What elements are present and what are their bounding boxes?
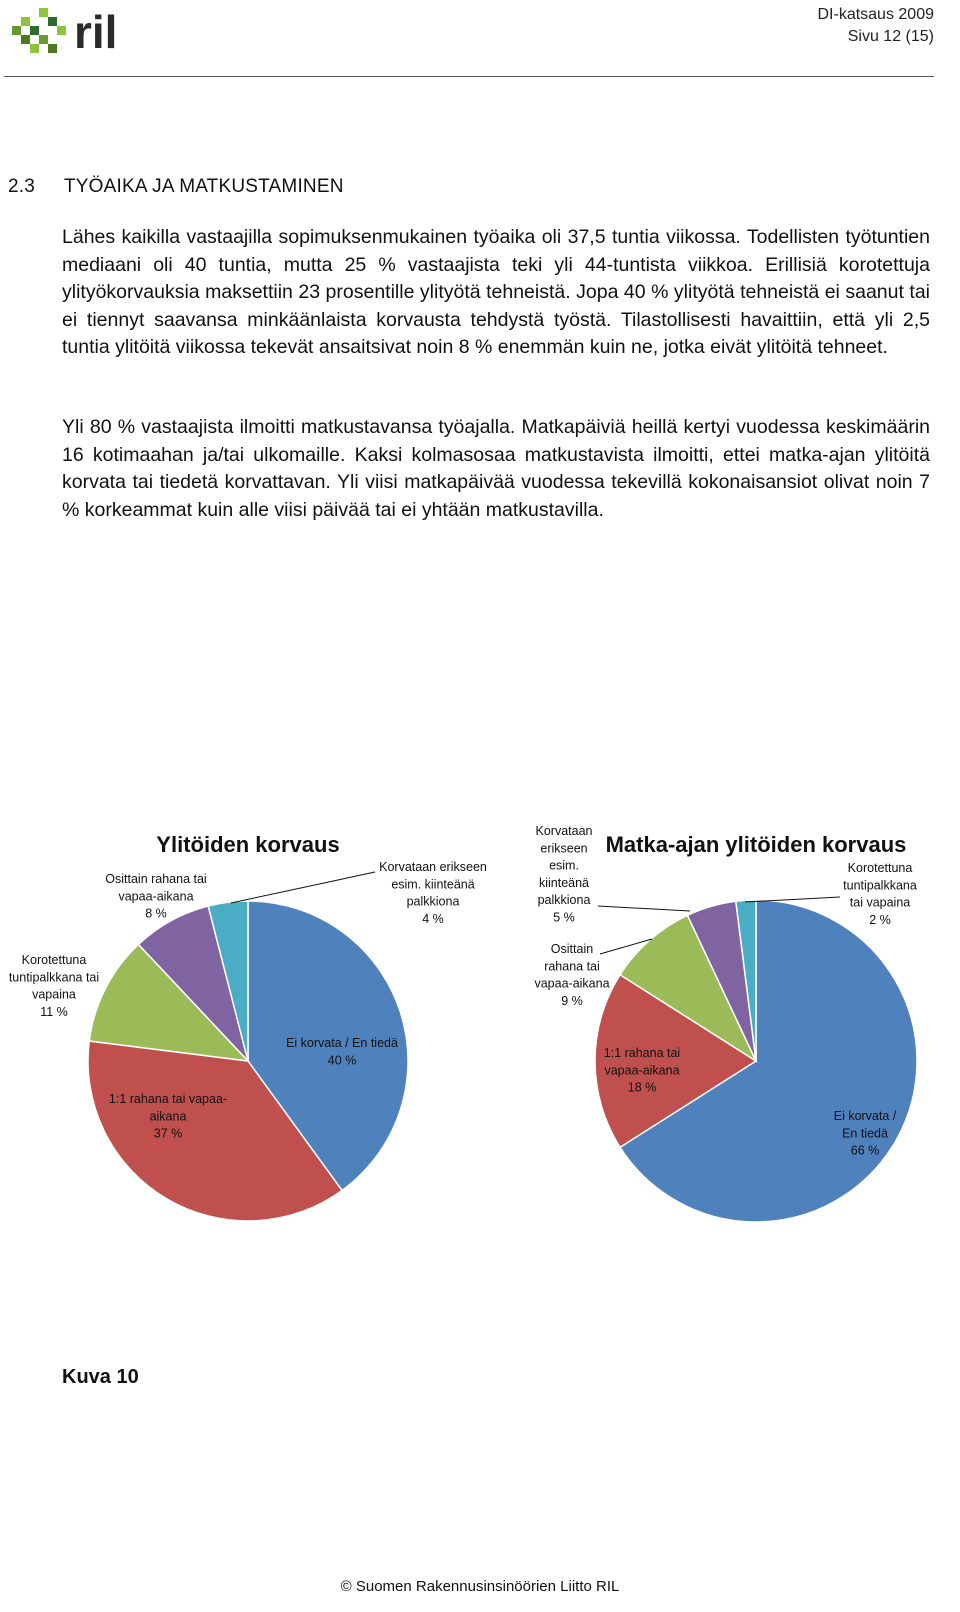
slice-label-line: esim. kiinteänä	[391, 877, 475, 892]
slice-label-line: Korvataan erikseen	[379, 860, 487, 874]
slice-label-line: kiinteänä	[538, 875, 590, 890]
chart-title: Ylitöiden korvaus	[156, 832, 340, 857]
slice-label-line: erikseen	[540, 841, 588, 856]
slice-label-line: 1:1 rahana tai vapaa-	[108, 1092, 228, 1106]
section-number: 2.3	[8, 176, 36, 197]
header-divider	[4, 76, 934, 77]
slice-label-line: En tiedä	[842, 1126, 888, 1141]
slice-label-line: 11 %	[40, 1004, 68, 1019]
slice-label-line: Korotettuna	[847, 861, 913, 875]
slice-label	[843, 861, 917, 927]
slice-label	[534, 942, 609, 1008]
slice-label-line: tai vapaina	[849, 895, 911, 910]
leader-lines	[231, 872, 375, 903]
slice-label-line: 66 %	[850, 1143, 880, 1158]
chart-travel-overtime-compensation	[534, 824, 917, 1222]
ril-logo	[8, 4, 138, 64]
slice-label-line: Ei korvata /	[833, 1109, 897, 1123]
slice-label	[379, 860, 487, 926]
slice-label-line: rahana tai	[544, 959, 600, 974]
slice-label-line: 5 %	[553, 910, 575, 925]
leader-line	[598, 906, 690, 911]
paragraph-travel: Yli 80 % vastaajista ilmoitti matkustavansa työajalla. Matkapäiviä heillä kertyi vuodessa keskimäärin 16 kotimaahan ja/tai ulkomaille. Kaksi kolmasosaa matkustavista ilmoitti, ettei matka-ajan ylitöitä korvata tai tiedetä korvattavan. Yli viisi matkapäivää vuodessa tekevillä kokonaisansiot olivat noin 7 % korkeammat kuin alle viisi päivää tai ei yhtään matkustavilla.	[62, 416, 930, 521]
slice-label-line: tuntipalkkana tai	[8, 970, 100, 985]
slice-label-line: 9 %	[561, 993, 583, 1008]
section-title: TYÖAIKA JA MATKUSTAMINEN	[64, 176, 344, 197]
slice-label-line: palkkiona	[537, 893, 591, 908]
slice-label-line: vapaa-aikana	[534, 976, 610, 991]
slice-label-line: 18 %	[627, 1080, 657, 1095]
leader-line	[231, 872, 375, 903]
slice-label-line: palkkiona	[406, 894, 460, 909]
slice-label-line: 4 %	[422, 911, 444, 926]
pie-slices	[595, 900, 917, 1222]
section-heading	[8, 176, 344, 198]
logo-text: ril	[74, 6, 118, 58]
document-title: DI-katsaus 2009	[817, 6, 934, 23]
slice-label-line: Ei korvata / En tiedä	[286, 1036, 398, 1050]
slice-label-line: aikana	[149, 1109, 187, 1124]
chart-title: Matka-ajan ylitöiden korvaus	[605, 832, 907, 857]
chart-overtime-compensation	[9, 832, 487, 1221]
footer-copyright: © Suomen Rakennusinsinöörien Liitto RIL	[340, 1578, 620, 1595]
slice-label-line: 1:1 rahana tai	[603, 1046, 681, 1060]
slice-label-line: 40 %	[327, 1053, 357, 1068]
page-number: Sivu 12 (15)	[847, 28, 934, 45]
slice-label-line: Osittain	[550, 942, 594, 956]
slice-label-line: 37 %	[153, 1126, 183, 1141]
logo-cube-mark	[12, 8, 66, 53]
slice-label-line: Osittain rahana tai	[105, 872, 207, 886]
slice-label-line: vapaa-aikana	[118, 889, 194, 904]
slice-label-line: tuntipalkkana	[843, 878, 917, 893]
slice-label-line: vapaina	[32, 987, 76, 1002]
slice-label-line: Korvataan	[535, 824, 593, 838]
paragraph-working-time: Lähes kaikilla vastaajilla sopimuksenmukainen työaika oli 37,5 tuntia viikossa. Todellisten työtuntien mediaani oli 40 tuntia, mutta 25 % vastaajista teki yli 44-tuntista viikkoa. Erillisiä korotettuja ylityökorvauksia maksettiin 23 prosentille ylityötä tehneistä. Jopa 40 % ylityötä tehneistä ei saanut tai ei tiennyt saavansa minkäänlaista korvausta tehdystä työstä. Tilastollisesti havaittiin, että yli 2,5 tuntia ylitöitä viikossa tekevät ansaitsivat noin 8 % enemmän kuin ne, jotka eivät ylitöitä tehneet.	[62, 226, 930, 358]
pie-charts-figure	[0, 820, 960, 1260]
slice-label-line: vapaa-aikana	[604, 1063, 680, 1078]
slice-label-line: Korotettuna	[21, 953, 87, 967]
slice-label-line: 8 %	[145, 906, 167, 921]
header-info	[817, 4, 934, 48]
figure-caption: Kuva 10	[62, 1366, 139, 1388]
slice-label-line: 2 %	[869, 912, 891, 927]
slice-label-line: esim.	[549, 858, 579, 873]
pie-slices	[88, 901, 408, 1221]
slice-label	[9, 953, 99, 1019]
slice-label	[536, 824, 593, 925]
